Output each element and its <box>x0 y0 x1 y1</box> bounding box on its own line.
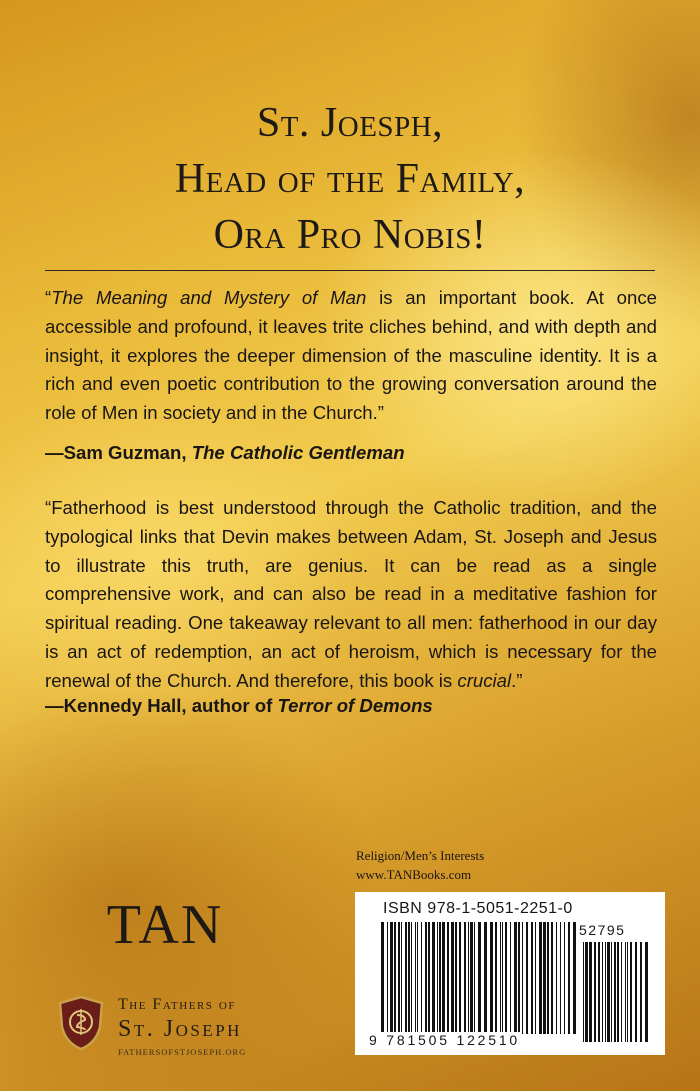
barcode-bar <box>605 942 606 1042</box>
barcode-bar <box>583 942 584 1042</box>
barcode-bar <box>405 922 407 1034</box>
barcode-bar <box>421 922 422 1034</box>
barcode-bar <box>611 942 612 1042</box>
ean13-barcode-bars <box>379 922 579 1044</box>
shield-crest-icon <box>56 995 106 1051</box>
barcode-bar <box>478 922 481 1034</box>
barcode-bar <box>390 922 393 1034</box>
barcode-bar <box>617 942 619 1042</box>
barcode-bar <box>439 922 441 1034</box>
quote-body: is an important book. At once accessible and profound, it leaves trite cliches behind, and with depth and insight, it explores the deeper dimension of the masculine identity. It is a rich and even poetic contribution to the growing conversation around the role of Men in society and in the Church.” <box>45 287 657 424</box>
barcode-bar <box>547 922 549 1034</box>
heading-line-2: Head of the Family, <box>174 156 526 202</box>
quote-emphasis: crucial <box>457 669 512 691</box>
barcode-bar <box>568 922 570 1034</box>
barcode-bar <box>589 942 592 1042</box>
barcode-bar <box>468 922 469 1034</box>
barcode-bar <box>526 922 528 1034</box>
quote-open-mark: “ <box>45 287 52 308</box>
barcode-bar <box>539 922 542 1034</box>
ean5-barcode-bars <box>581 942 651 1052</box>
barcode-bar <box>398 922 400 1034</box>
heading-line-1: St. Joesph, <box>256 100 444 146</box>
barcode-bar <box>630 942 632 1042</box>
barcode-bar <box>564 922 565 1034</box>
barcode-bar <box>437 922 438 1034</box>
quote-book-title: The Meaning and Mystery of Man <box>51 287 367 308</box>
barcode-bar <box>490 922 493 1034</box>
quote-body: “Fatherhood is best understood through the Catholic tradition, and the typological links that Devin makes between Adam, St. Joseph and Jesus to illustrate this truth, are genius. It can be read as a single comprehensive work, and can also be read in a meditative fashion for spiritual reading. One takeaway relevant to all men: fatherhood in our day is an act of redemption, an act of heroism, which is necessary for the renewal of the Church. And therefore, this book is <box>45 497 657 691</box>
barcode-bar <box>474 922 475 1034</box>
quote-close-mark: .” <box>511 669 523 691</box>
attribution-name: —Sam Guzman, <box>45 442 192 463</box>
endorsement-attribution-2 <box>45 695 433 717</box>
barcode-bar <box>484 922 487 1034</box>
barcode-bar <box>500 922 501 1034</box>
barcode-bar <box>394 922 396 1034</box>
imprint-website: FATHERSOFSTJOSEPH.ORG <box>118 1047 247 1057</box>
barcode-bar <box>505 922 507 1034</box>
barcode-bar <box>585 942 588 1042</box>
barcode-bar <box>415 922 416 1034</box>
barcode-bar <box>531 922 533 1034</box>
barcode-bar <box>551 922 553 1034</box>
barcode-bar <box>442 922 445 1034</box>
barcode-bar <box>495 922 497 1034</box>
barcode-bar <box>621 942 622 1042</box>
barcode-bar <box>635 942 637 1042</box>
isbn-number: ISBN 978-1-5051-2251-0 <box>383 900 573 917</box>
barcode-bar <box>451 922 454 1034</box>
barcode-bar <box>522 922 523 1034</box>
barcode-bar <box>432 922 435 1034</box>
attribution-work: Terror of Demons <box>277 695 433 716</box>
barcode-bar <box>560 922 561 1034</box>
barcode-bar <box>447 922 449 1034</box>
barcode-bar <box>425 922 427 1034</box>
attribution-name: —Kennedy Hall, author of <box>45 695 278 716</box>
endorsement-quote-2 <box>45 494 657 696</box>
publisher-website: www.TANBooks.com <box>356 867 472 882</box>
barcode-bar <box>408 922 410 1034</box>
barcode-bar <box>514 922 517 1034</box>
category-block <box>356 846 484 884</box>
barcode-bar <box>381 922 384 1034</box>
barcode-bar <box>502 922 503 1034</box>
barcode-bar <box>594 942 596 1042</box>
barcode-bar <box>455 922 457 1034</box>
divider-rule <box>45 270 655 271</box>
barcode-bar <box>510 922 511 1034</box>
price-code: 52795 <box>579 922 626 938</box>
barcode-bar <box>556 922 557 1034</box>
barcode-bar <box>428 922 430 1034</box>
imprint-line-1: The Fathers of <box>118 996 236 1013</box>
barcode-bar <box>614 942 616 1042</box>
barcode-bar <box>401 922 402 1034</box>
barcode-bar <box>470 922 473 1034</box>
barcode-bar <box>598 942 600 1042</box>
barcode-bar <box>625 942 626 1042</box>
barcode-bar <box>602 942 603 1042</box>
barcode-bar <box>573 922 576 1034</box>
barcode-bar <box>627 942 628 1042</box>
heading-line-3: Ora Pro Nobis! <box>213 212 487 258</box>
barcode-bar <box>464 922 466 1034</box>
genre-label: Religion/Men’s Interests <box>356 848 485 863</box>
ean-digits: 9 781505 122510 <box>369 1032 520 1048</box>
barcode-bar <box>518 922 520 1034</box>
barcode-bar <box>459 922 461 1034</box>
barcode-bar <box>535 922 536 1034</box>
endorsement-attribution-1 <box>45 442 405 464</box>
barcode-bar <box>640 942 642 1042</box>
isbn-barcode <box>355 892 665 1055</box>
barcode-bar <box>645 942 648 1042</box>
endorsement-quote-1 <box>45 284 657 428</box>
barcode-bar <box>387 922 388 1034</box>
barcode-bar <box>417 922 418 1034</box>
barcode-bar <box>543 922 546 1034</box>
publisher-logo: TAN <box>106 894 224 956</box>
attribution-work: The Catholic Gentleman <box>191 442 405 463</box>
barcode-bar <box>411 922 412 1034</box>
barcode-bar <box>607 942 610 1042</box>
imprint-line-2: St. Joseph <box>118 1016 242 1042</box>
